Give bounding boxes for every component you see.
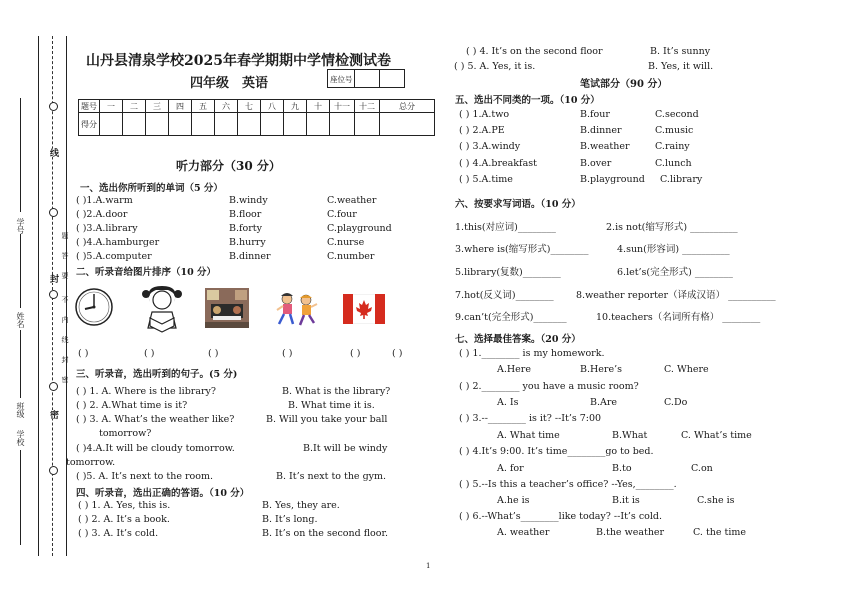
sec3-continuation: tomorrow. bbox=[66, 457, 116, 468]
score-col-header: 八 bbox=[261, 100, 284, 113]
sec5-option-c: C.lunch bbox=[655, 158, 692, 169]
binding-hole bbox=[49, 382, 58, 391]
sec7-option-c: C.she is bbox=[697, 495, 735, 506]
instruction-char: 线 bbox=[61, 336, 69, 343]
score-cell[interactable] bbox=[215, 113, 238, 136]
sec6-item[interactable]: 7.hot(反义词)________ bbox=[455, 290, 554, 301]
score-col-header: 十 bbox=[307, 100, 330, 113]
exam-title: 山丹县清泉学校2025年春学期期中学情检测试卷 bbox=[86, 53, 391, 69]
sec4-title: 四、听录音，选出正确的答语。（10 分） bbox=[76, 488, 250, 499]
clock-picture bbox=[74, 286, 114, 328]
sec1-item: ( )3.A.library bbox=[76, 223, 138, 234]
school-label: 学校 bbox=[16, 430, 25, 446]
sec6-item[interactable]: 4.sun(形容词) __________ bbox=[617, 244, 730, 255]
score-cell[interactable] bbox=[169, 113, 192, 136]
score-cell[interactable] bbox=[146, 113, 169, 136]
score-col-header: 十二 bbox=[355, 100, 380, 113]
canada-flag-picture bbox=[343, 294, 385, 324]
sec6-item[interactable]: 10.teachers（名词所有格） ________ bbox=[596, 312, 761, 323]
sec7-option-c: C. Where bbox=[664, 364, 709, 375]
sec3-option-a: ( ) 1. A. Where is the library? bbox=[76, 386, 216, 397]
sec5-option-c: C.second bbox=[655, 109, 699, 120]
school-line bbox=[20, 450, 21, 545]
score-cell[interactable] bbox=[330, 113, 355, 136]
sec2-answer-bracket[interactable]: ( ) bbox=[282, 348, 293, 359]
sec7-option-a: A. weather bbox=[497, 527, 550, 538]
binding-hole bbox=[49, 102, 58, 111]
sec4-option-a: ( ) 5. A. Yes, it is. bbox=[454, 61, 536, 72]
sec1-option-c: C.playground bbox=[327, 223, 392, 234]
student-id-line bbox=[20, 98, 21, 212]
instruction-char: 内 bbox=[61, 316, 69, 323]
name-line bbox=[20, 234, 21, 308]
score-cell[interactable] bbox=[307, 113, 330, 136]
sec3-option-b: B. What time it is. bbox=[288, 400, 375, 411]
sec4-option-b: B. It’s long. bbox=[262, 514, 318, 525]
sec7-question: ( ) 1.________ is my homework. bbox=[459, 348, 605, 359]
sec7-option-a: A.he is bbox=[497, 495, 530, 506]
instruction-char: 答 bbox=[61, 252, 69, 259]
binding-hole bbox=[49, 466, 58, 475]
instruction-char: 要 bbox=[61, 272, 69, 279]
sec6-item[interactable]: 3.where is(缩写形式)________ bbox=[455, 244, 589, 255]
sec7-option-c: C. What’s time bbox=[681, 430, 752, 441]
sec1-item: ( )1.A.warm bbox=[76, 195, 133, 206]
score-cell[interactable] bbox=[284, 113, 307, 136]
sec1-option-b: B.dinner bbox=[229, 251, 271, 262]
sec2-answer-bracket[interactable]: ( ) bbox=[350, 348, 361, 359]
sec1-option-c: C.number bbox=[327, 251, 375, 262]
instruction-char: 封 bbox=[61, 356, 69, 363]
sec4-option-b: B. Yes, they are. bbox=[262, 500, 340, 511]
sec3-option-a: ( ) 2. A.What time is it? bbox=[76, 400, 188, 411]
sec7-option-c: C.Do bbox=[664, 397, 688, 408]
sec6-item[interactable]: 9.can’t(完全形式)_______ bbox=[455, 312, 567, 323]
sec7-option-b: B.it is bbox=[612, 495, 640, 506]
instruction-char: 密 bbox=[61, 376, 69, 383]
instruction-char: 不 bbox=[61, 296, 69, 303]
score-cell[interactable] bbox=[355, 113, 380, 136]
sec6-item[interactable]: 8.weather reporter（译成汉语） __________ bbox=[576, 290, 776, 301]
sec5-title: 五、选出不同类的一项。（10 分） bbox=[455, 95, 600, 106]
seal-word-secret: 密 bbox=[48, 410, 58, 419]
sec7-option-b: B.Are bbox=[590, 397, 618, 408]
music-room-picture bbox=[205, 288, 249, 328]
sec7-option-a: A. What time bbox=[497, 430, 560, 441]
score-col-header: 一 bbox=[100, 100, 123, 113]
sec4-option-b: B. It’s sunny bbox=[650, 46, 711, 57]
sec1-option-b: B.forty bbox=[229, 223, 262, 234]
sec7-title: 七、选择最佳答案。（20 分） bbox=[455, 334, 581, 345]
sec3-option-b: B. Will you take your ball bbox=[266, 414, 388, 425]
binding-hole bbox=[49, 290, 58, 299]
seal-word-line: 线 bbox=[48, 148, 58, 157]
score-col-header: 九 bbox=[284, 100, 307, 113]
sec5-option-a: ( ) 4.A.breakfast bbox=[459, 158, 537, 169]
sec4-option-a: ( ) 2. A. It’s a book. bbox=[78, 514, 170, 525]
sec5-option-a: ( ) 3.A.windy bbox=[459, 141, 521, 152]
sec1-item: ( )5.A.computer bbox=[76, 251, 152, 262]
sec3-option-a: ( )4.A.It will be cloudy tomorrow. bbox=[76, 443, 235, 454]
binding-line-outer bbox=[38, 36, 39, 556]
sec4-option-b: B. It’s on the second floor. bbox=[262, 528, 388, 539]
sec5-option-c: C.music bbox=[655, 125, 694, 136]
sec5-option-b: B.over bbox=[580, 158, 612, 169]
sec6-item[interactable]: 5.library(复数)________ bbox=[455, 267, 561, 278]
sec1-option-c: C.weather bbox=[327, 195, 377, 206]
sec3-option-a: ( )5. A. It’s next to the room. bbox=[76, 471, 213, 482]
sec7-option-b: B.to bbox=[612, 463, 632, 474]
score-col-header: 六 bbox=[215, 100, 238, 113]
sec6-item[interactable]: 1.this(对应词)________ bbox=[455, 222, 556, 233]
sec1-option-b: B.windy bbox=[229, 195, 268, 206]
seal-word-seal: 封 bbox=[48, 274, 58, 283]
sec5-option-a: ( ) 2.A.PE bbox=[459, 125, 505, 136]
sec5-option-a: ( ) 1.A.two bbox=[459, 109, 510, 120]
sec1-item: ( )2.A.door bbox=[76, 209, 128, 220]
written-title: 笔试部分（90 分） bbox=[580, 79, 668, 90]
grade-label: 四年级 bbox=[190, 76, 230, 91]
sec7-option-b: B.What bbox=[612, 430, 648, 441]
sec7-option-a: A. for bbox=[497, 463, 524, 474]
sec4-option-a: ( ) 1. A. Yes, this is. bbox=[78, 500, 171, 511]
sec2-answer-bracket[interactable]: ( ) bbox=[392, 348, 403, 359]
sec7-option-c: C. the time bbox=[693, 527, 747, 538]
sec5-option-b: B.dinner bbox=[580, 125, 622, 136]
girl-reading-picture bbox=[138, 282, 186, 334]
sec7-option-b: B.Here’s bbox=[580, 364, 622, 375]
sec2-answer-bracket[interactable]: ( ) bbox=[78, 348, 89, 359]
sec3-option-b: B. It’s next to the gym. bbox=[276, 471, 387, 482]
score-table bbox=[78, 99, 435, 136]
score-cell[interactable] bbox=[261, 113, 284, 136]
sec3-option-b: B. What is the library? bbox=[282, 386, 391, 397]
sec3-option-b: B.It will be windy bbox=[303, 443, 388, 454]
score-col-header: 十一 bbox=[330, 100, 355, 113]
sec2-answer-bracket[interactable]: ( ) bbox=[144, 348, 155, 359]
sec7-option-a: A. Is bbox=[497, 397, 519, 408]
score-total-cell[interactable] bbox=[380, 113, 435, 136]
sec1-option-b: B.hurry bbox=[229, 237, 266, 248]
sec2-title: 二、听录音给图片排序（10 分） bbox=[76, 267, 217, 278]
score-total-header: 总分 bbox=[380, 100, 435, 113]
subject-label: 英语 bbox=[242, 76, 269, 91]
score-col-header: 七 bbox=[238, 100, 261, 113]
sec4-option-a: ( ) 4. It’s on the second floor bbox=[466, 46, 603, 57]
score-col-header: 四 bbox=[169, 100, 192, 113]
page-number: 1 bbox=[426, 562, 431, 570]
class-label: 班级 bbox=[16, 402, 25, 418]
sec3-title: 三、听录音，选出听到的句子。(5 分) bbox=[76, 369, 238, 380]
sec7-question: ( ) 2.________ you have a music room? bbox=[459, 381, 639, 392]
sec5-option-b: B.weather bbox=[580, 141, 630, 152]
seat-number-label: 座位号 bbox=[330, 75, 353, 84]
class-line bbox=[20, 330, 21, 398]
sec7-question: ( ) 4.It’s 9:00. It’s time________go to bed. bbox=[459, 446, 654, 457]
listening-title: 听力部分（30 分） bbox=[176, 159, 281, 173]
instruction-char: 题 bbox=[61, 232, 69, 239]
score-col-header: 二 bbox=[123, 100, 146, 113]
sec5-option-a: ( ) 5.A.time bbox=[459, 174, 513, 185]
sec5-option-b: B.four bbox=[580, 109, 610, 120]
sec6-item[interactable]: 2.is not(缩写形式) __________ bbox=[606, 222, 738, 233]
sec3-continuation: tomorrow? bbox=[99, 428, 152, 439]
sec4-option-b: B. Yes, it will. bbox=[648, 61, 714, 72]
sec7-option-a: A.Here bbox=[497, 364, 531, 375]
seat-number-box[interactable] bbox=[327, 69, 405, 88]
sec1-option-b: B.floor bbox=[229, 209, 262, 220]
sec7-option-c: C.on bbox=[691, 463, 713, 474]
sec7-question: ( ) 5.--Is this a teacher’s office? --Yes,________. bbox=[459, 479, 677, 490]
score-cell[interactable] bbox=[123, 113, 146, 136]
sec1-item: ( )4.A.hamburger bbox=[76, 237, 160, 248]
sec1-option-c: C.nurse bbox=[327, 237, 365, 248]
sec5-option-b: B.playground bbox=[580, 174, 645, 185]
binding-hole bbox=[49, 208, 58, 217]
score-row-label: 题号 bbox=[79, 100, 100, 113]
sec4-option-a: ( ) 3. A. It’s cold. bbox=[78, 528, 159, 539]
score-row-label: 得分 bbox=[79, 113, 100, 136]
sec2-answer-bracket[interactable]: ( ) bbox=[208, 348, 219, 359]
sec7-question: ( ) 6.--What’s________like today? --It’s cold. bbox=[459, 511, 662, 522]
score-col-header: 三 bbox=[146, 100, 169, 113]
sec1-title: 一、选出你所听到的单词（5 分） bbox=[80, 183, 223, 194]
name-label: 姓名 bbox=[16, 312, 25, 328]
children-running-picture bbox=[275, 292, 319, 328]
sec5-option-c: C.rainy bbox=[655, 141, 690, 152]
sec7-question: ( ) 3.--________ is it? --It’s 7:00 bbox=[459, 413, 602, 424]
sec3-option-a: ( ) 3. A. What’s the weather like? bbox=[76, 414, 235, 425]
sec1-option-c: C.four bbox=[327, 209, 357, 220]
score-cell[interactable] bbox=[100, 113, 123, 136]
score-col-header: 五 bbox=[192, 100, 215, 113]
student-id-label: 学号 bbox=[16, 218, 25, 234]
score-cell[interactable] bbox=[238, 113, 261, 136]
sec6-title: 六、按要求写词语。（10 分） bbox=[455, 199, 581, 210]
sec6-item[interactable]: 6.let’s(完全形式) ________ bbox=[617, 267, 733, 278]
score-cell[interactable] bbox=[192, 113, 215, 136]
sec7-option-b: B.the weather bbox=[596, 527, 665, 538]
sec5-option-c: C.library bbox=[660, 174, 703, 185]
